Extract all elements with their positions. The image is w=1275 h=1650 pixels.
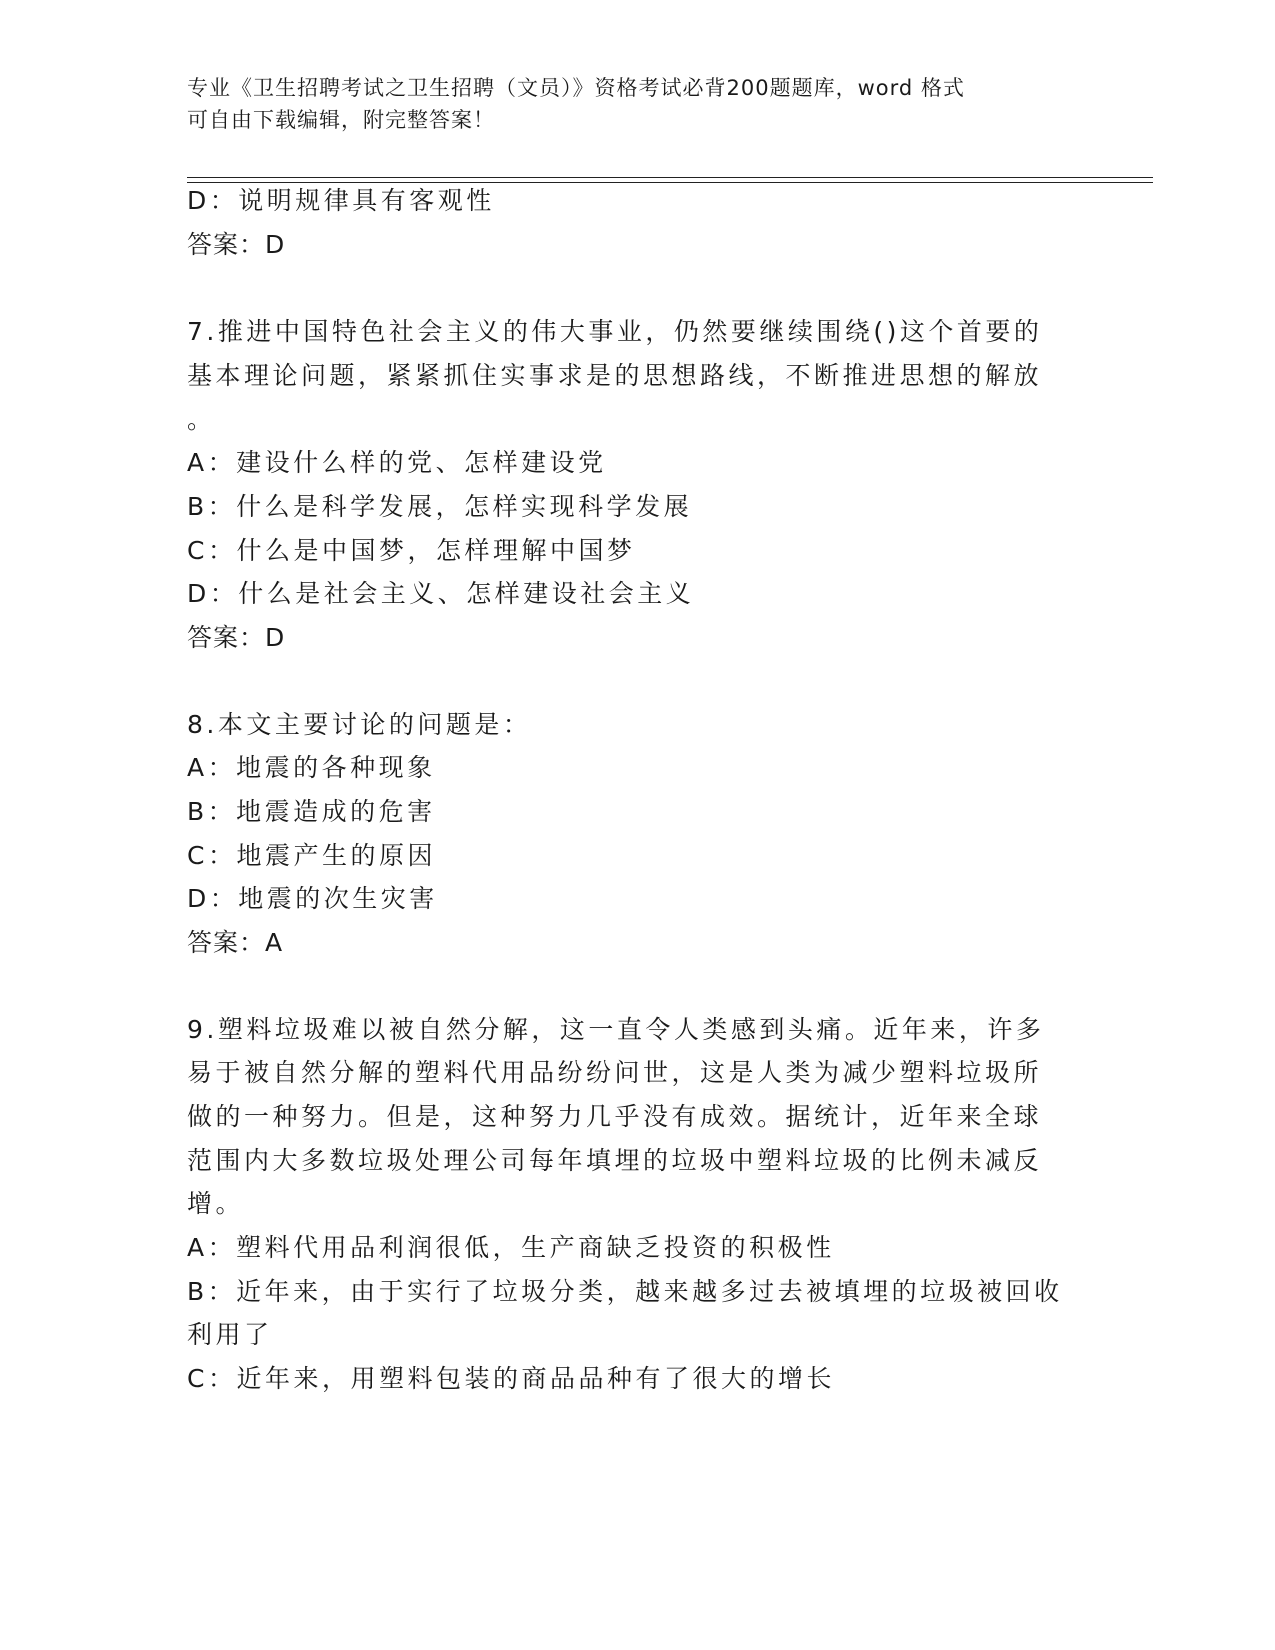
q7-stem-line-1: 7.推进中国特色社会主义的伟大事业，仍然要继续围绕()这个首要的 [187,317,1043,346]
q7-option-a: A：建设什么样的党、怎样建设党 [187,448,607,477]
q8-option-d: D：地震的次生灾害 [187,884,438,913]
q8-option-a: A：地震的各种现象 [187,753,436,782]
q8-option-c: C：地震产生的原因 [187,841,436,870]
header-line-2: 可自由下载编辑，附完整答案！ [187,108,495,132]
q8-option-b: B：地震造成的危害 [187,797,436,826]
q8-answer: 答案：A [187,928,284,957]
q9-stem-line-5: 增。 [187,1189,245,1218]
q9-option-a: A：塑料代用品利润很低，生产商缺乏投资的积极性 [187,1233,835,1262]
q7-stem-line-3: 。 [187,405,216,434]
document-header [187,72,1087,136]
q9-option-b-cont: 利用了 [187,1320,273,1349]
q7-option-c: C：什么是中国梦，怎样理解中国梦 [187,536,636,565]
q9-stem-line-2: 易于被自然分解的塑料代用品纷纷问世，这是人类为减少塑料垃圾所 [187,1058,1043,1087]
q6-answer: 答案：D [187,230,286,259]
q9-stem-line-4: 范围内大多数垃圾处理公司每年填埋的垃圾中塑料垃圾的比例未减反 [187,1146,1043,1175]
q7-option-d: D：什么是社会主义、怎样建设社会主义 [187,579,695,608]
q9-stem-line-3: 做的一种努力。但是，这种努力几乎没有成效。据统计，近年来全球 [187,1102,1043,1131]
q7-stem-line-2: 基本理论问题，紧紧抓住实事求是的思想路线，不断推进思想的解放 [187,361,1043,390]
q7-answer: 答案：D [187,623,286,652]
q8-stem: 8.本文主要讨论的问题是： [187,710,532,739]
q9-stem-line-1: 9.塑料垃圾难以被自然分解，这一直令人类感到头痛。近年来，许多 [187,1015,1045,1044]
q9-option-c: C：近年来，用塑料包装的商品品种有了很大的增长 [187,1364,835,1393]
q9-option-b: B：近年来，由于实行了垃圾分类，越来越多过去被填埋的垃圾被回收 [187,1277,1063,1306]
header-line-1: 专业《卫生招聘考试之卫生招聘（文员）》资格考试必背200题题库，word 格式 [187,76,965,100]
q7-option-b: B：什么是科学发展，怎样实现科学发展 [187,492,693,521]
q6-option-d: D：说明规律具有客观性 [187,186,495,215]
